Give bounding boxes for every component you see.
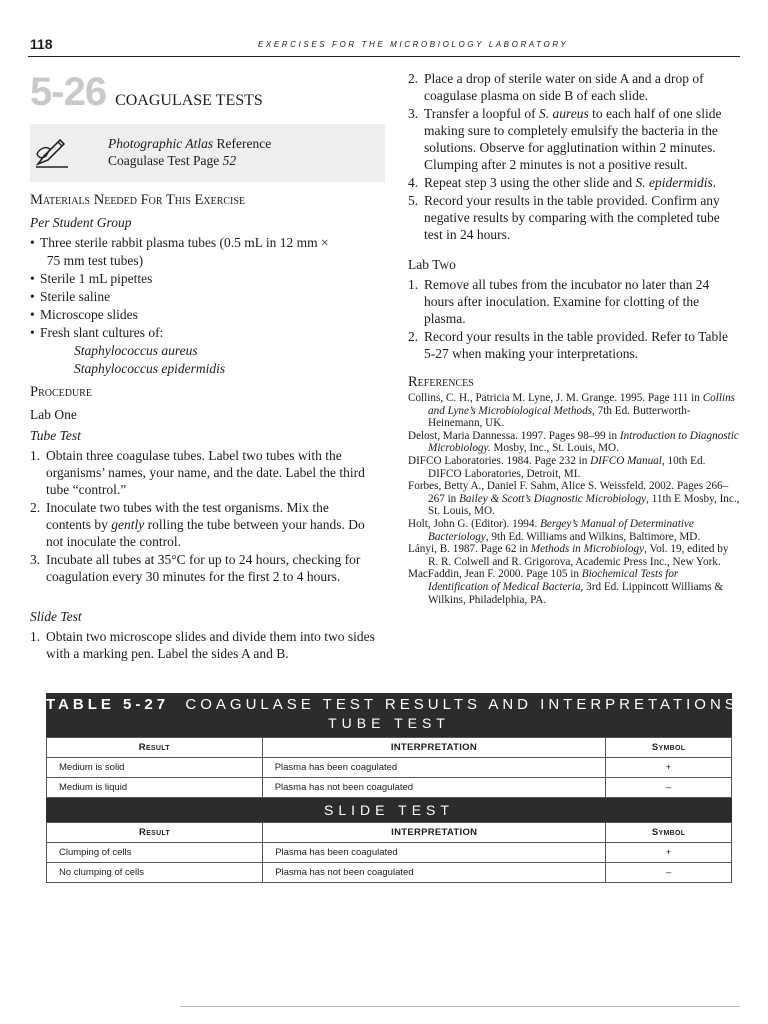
list-item: 1. Obtain three coagulase tubes. Label two tubes with the organisms’ names, your name, and the date. Label the third tube “control.” xyxy=(30,448,365,497)
reference-item: DIFCO Laboratories. 1984. Page 232 in DIFCO Manual, 10th Ed. DIFCO Laboratories, Detroit, MI. xyxy=(408,454,706,480)
reference-item: Lányi, B. 1987. Page 62 in Methods in Microbiology, Vol. 19, edited by R. R. Colwell and R. Grigorova, Academic Press Inc., New York. xyxy=(408,543,729,568)
list-item: 2. Place a drop of sterile water on side A and a drop of coagulase plasma on side B of each slide. xyxy=(408,71,704,103)
organism-item: Staphylococcus epidermidis xyxy=(74,361,226,376)
running-head: EXERCISES FOR THE MICROBIOLOGY LABORATORY xyxy=(258,40,569,49)
exercise-heading xyxy=(30,70,360,114)
result-cell: Medium is liquid xyxy=(47,778,263,798)
column-header-interpretation: INTERPRETATION xyxy=(263,823,606,843)
references-list xyxy=(408,392,740,606)
list-item: • Sterile 1 mL pipettes xyxy=(30,271,153,286)
exercise-number: 5-26 xyxy=(30,70,107,114)
list-item: • Three sterile rabbit plasma tubes (0.5 mL in 12 mm × xyxy=(30,235,329,250)
column-header-result: Result xyxy=(47,738,263,758)
result-cell: Clumping of cells xyxy=(47,843,263,863)
list-item: • Microscope slides xyxy=(30,307,138,322)
symbol-cell: – xyxy=(606,863,732,883)
materials-heading: Materials Needed For This Exercise xyxy=(30,192,246,208)
interpretation-cell: Plasma has not been coagulated xyxy=(263,863,606,883)
atlas-reference-word: Reference xyxy=(213,136,272,151)
symbol-cell: + xyxy=(606,758,732,778)
materials-list xyxy=(30,234,375,378)
slide-test-steps-right xyxy=(408,70,738,244)
interpretation-cell: Plasma has not been coagulated xyxy=(262,778,605,798)
column-header-result: Result xyxy=(47,823,263,843)
tube-test-steps xyxy=(30,447,375,586)
procedure-heading: Procedure xyxy=(30,384,92,400)
table-row xyxy=(47,778,732,798)
slide-test-steps-left xyxy=(30,628,375,663)
tube-test-heading: Tube Test xyxy=(30,428,81,443)
atlas-reference-line2 xyxy=(108,152,236,169)
reference-item: Delost, Maria Dannessa. 1997. Pages 98–99 in Introduction to Diagnostic Microbiology. Mosby, Inc., St. Louis, MO. xyxy=(408,429,739,455)
results-table xyxy=(46,693,739,883)
atlas-title: Photographic Atlas xyxy=(108,136,214,151)
slide-test-heading: Slide Test xyxy=(30,609,82,624)
list-item: 75 mm test tubes) xyxy=(46,253,144,268)
exercise-title: COAGULASE TESTS xyxy=(115,92,263,109)
symbol-cell: + xyxy=(606,843,732,863)
table-title-bar xyxy=(46,693,739,737)
reference-item: Collins, C. H., Patricia M. Lyne, J. M. Grange. 1995. Page 111 in Collins and Lyne’s Microbiological Methods, 7th Ed. Butterworth-Heinemann, UK. xyxy=(408,392,736,430)
hand-writing-icon xyxy=(34,134,70,170)
atlas-reference-line1 xyxy=(108,135,271,152)
list-item: 3. Transfer a loopful of S. aureus to each half of one slide making sure to completely emulsify the bacteria in the solutions. Observe for agglutination within 2 minutes. Clumping after 2 minutes is not a positive result. xyxy=(408,106,722,172)
table-row xyxy=(47,758,732,778)
tube-test-table xyxy=(46,737,732,798)
footer-rule xyxy=(180,1006,740,1007)
list-item: 3. Incubate all tubes at 35°C for up to 24 hours, checking for coagulation every 30 minutes for the first 2 to 4 hours. xyxy=(30,552,361,584)
header-rule xyxy=(28,56,740,57)
column-header-symbol: Symbol xyxy=(606,738,732,758)
lab-two-heading: Lab Two xyxy=(408,257,456,272)
table-header-row xyxy=(47,738,732,758)
references-heading: References xyxy=(408,374,474,390)
interpretation-cell: Plasma has been coagulated xyxy=(262,758,605,778)
lab-two-steps xyxy=(408,276,738,363)
list-item: 1. Remove all tubes from the incubator no later than 24 hours after inoculation. Examine for clotting of the plasma. xyxy=(408,277,710,326)
column-header-symbol: Symbol xyxy=(606,823,732,843)
list-item: 5. Record your results in the table provided. Confirm any negative results by comparing with the completed tube test in 24 hours. xyxy=(408,193,720,242)
table-row xyxy=(47,843,732,863)
tube-test-title: TUBE TEST xyxy=(328,715,450,731)
atlas-page-number: 52 xyxy=(222,153,237,168)
interpretation-cell: Plasma has been coagulated xyxy=(263,843,606,863)
list-item: 4. Repeat step 3 using the other slide and S. epidermidis. xyxy=(408,175,717,190)
list-item: • Fresh slant cultures of: xyxy=(30,325,164,340)
page-number: 118 xyxy=(30,36,53,52)
table-header-row xyxy=(47,823,732,843)
per-student-group: Per Student Group xyxy=(30,215,132,230)
atlas-page-label: Coagulase Test Page xyxy=(108,153,223,168)
result-cell: No clumping of cells xyxy=(47,863,263,883)
reference-item: Forbes, Betty A., Daniel F. Sahm, Alice S. Weissfeld. 2002. Pages 266–267 in Bailey & Scott’s Diagnostic Microbiology, 11th E Mosby, Inc., St. Louis, MO. xyxy=(408,480,740,518)
result-cell: Medium is solid xyxy=(47,758,263,778)
slide-test-table xyxy=(46,822,732,883)
slide-test-title: SLIDE TEST xyxy=(46,798,732,822)
table-title: TABLE 5-27 COAGULASE TEST RESULTS AND INTERPRETATIONS xyxy=(46,696,739,713)
lab-one-heading: Lab One xyxy=(30,407,77,422)
reference-item: Holt, John G. (Editor). 1994. Bergey’s Manual of Determinative Bacteriology, 9th Ed. Williams and Wilkins, Baltimore, MD. xyxy=(408,517,701,543)
list-item: • Sterile saline xyxy=(30,289,111,304)
list-item: 1. Obtain two microscope slides and divide them into two sides with a marking pen. Label the sides A and B. xyxy=(30,629,375,661)
table-row xyxy=(47,863,732,883)
column-header-interpretation: INTERPRETATION xyxy=(262,738,605,758)
list-item: 2. Inoculate two tubes with the test organisms. Mix the contents by gently rolling the tube between your hands. Do not inoculate the control. xyxy=(30,500,365,549)
organism-item: Staphylococcus aureus xyxy=(74,343,198,358)
symbol-cell: – xyxy=(606,778,732,798)
list-item: 2. Record your results in the table provided. Refer to Table 5-27 when making your interpretations. xyxy=(408,329,728,361)
reference-item: MacFaddin, Jean F. 2000. Page 105 in Biochemical Tests for Identification of Medical Bacteria, 3rd Ed. Lippincott Williams & Wilkins, Philadelphia, PA. xyxy=(408,568,724,606)
